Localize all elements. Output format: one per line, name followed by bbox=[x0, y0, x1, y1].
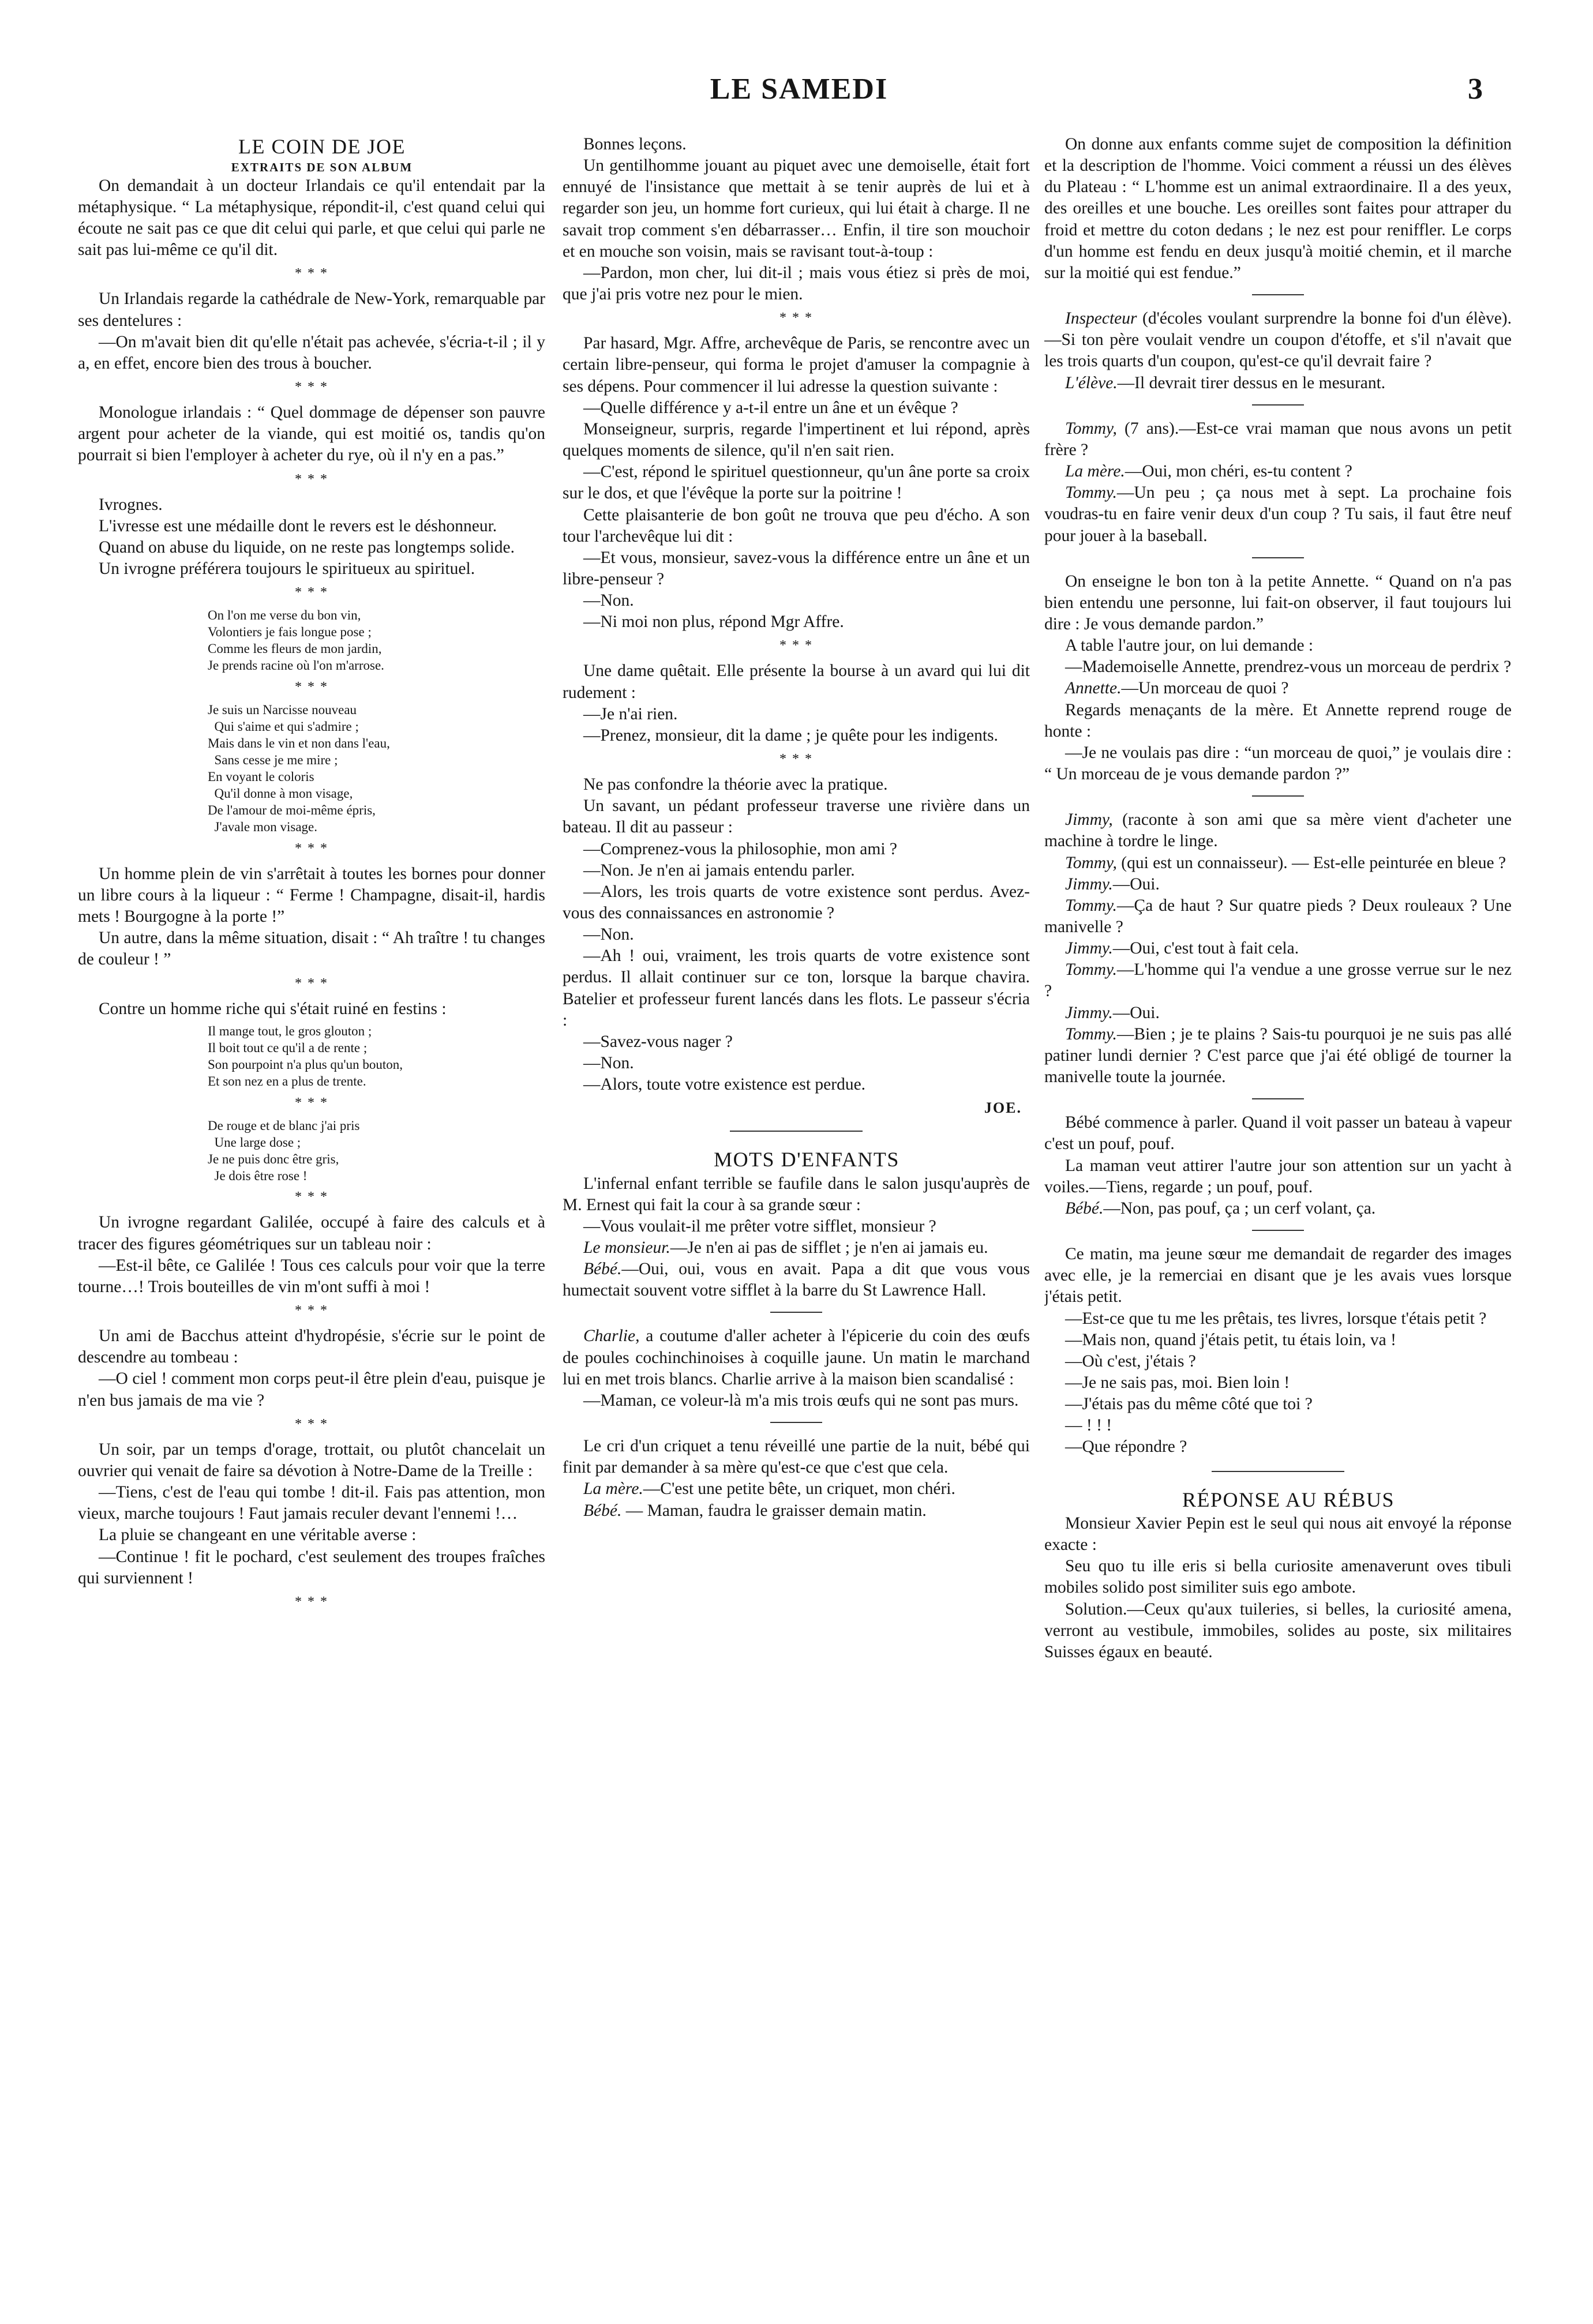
speaker-name: Tommy, bbox=[1065, 419, 1117, 438]
asterism: * * * bbox=[295, 266, 328, 281]
paragraph: Un soir, par un temps d'orage, trottait, ou plutôt chancelait un ouvrier qui venait de faire sa dévotion à Notre-Dame de la Treille : bbox=[78, 1440, 545, 1480]
poem-line: Il mange tout, le gros glouton ; bbox=[208, 1023, 372, 1038]
paragraph: Un homme plein de vin s'arrêtait à toutes les bornes pour donner un libre cours à la liqueur : “ Ferme ! Champagne, disait-il, hardis mets ! Bourgogne à la porte !” bbox=[78, 864, 545, 926]
asterism: * * * bbox=[779, 310, 813, 326]
paragraph: L'ivresse est une médaille dont le revers est le déshonneur. bbox=[99, 516, 497, 535]
section-title-reponse-au-rebus: RÉPONSE AU RÉBUS bbox=[1182, 1488, 1395, 1511]
dialogue-line bbox=[1044, 959, 1512, 1002]
paragraph: —Pardon, mon cher, lui dit-il ; mais vous étiez si près de moi, que j'ai pris votre nez pour le mien. bbox=[563, 263, 1030, 304]
poem-line: Une large dose ; bbox=[208, 1135, 301, 1150]
poem-3 bbox=[78, 1023, 545, 1090]
poem-line: On l'on me verse du bon vin, bbox=[208, 608, 361, 623]
paragraph: —C'est, répond le spirituel questionneur, qu'un âne porte sa croix sur le dos, et que l'évêque la porte sur la poitrine ! bbox=[563, 463, 1030, 503]
dialogue-line bbox=[1044, 853, 1512, 874]
divider bbox=[730, 1131, 863, 1132]
asterism: * * * bbox=[295, 1594, 328, 1609]
dialogue-line bbox=[1044, 308, 1512, 372]
speaker-name: Jimmy. bbox=[1065, 1003, 1113, 1022]
paragraph: Regards menaçants de la mère. Et Annette reprend rouge de honte : bbox=[1044, 700, 1512, 741]
divider bbox=[1252, 1098, 1304, 1099]
dialogue-text: (7 ans).—Est-ce vrai maman que nous avons un petit frère ? bbox=[1044, 419, 1512, 459]
paragraph: Ce matin, ma jeune sœur me demandait de regarder des images avec elle, je la remerciai en disant que je les avais vues lorsque j'étais petit. bbox=[1044, 1245, 1512, 1306]
dialogue-text: (d'écoles voulant surprendre la bonne foi d'un élève).—Si ton père voulait vendre un coupon d'étoffe, et s'il n'avait que les trois quarts d'un coupon, qu'est-ce qu'il devrait faire ? bbox=[1044, 309, 1512, 371]
poem-line: J'avale mon visage. bbox=[208, 819, 318, 834]
paragraph: —Continue ! fit le pochard, c'est seulement des troupes fraîches qui surviennent ! bbox=[78, 1547, 545, 1587]
paragraph: Un gentilhomme jouant au piquet avec une demoiselle, était fort ennuyé de l'insistance que mettait à se tenir auprès de lui et à regarder son jeu, un homme fort curieux, qui lui était à charge. Il ne savait trop comment s'en débarrasser… Enfin, il tire son mouchoir et en mouche son voisin, mais se ravisant tout-à-toup : bbox=[563, 156, 1030, 261]
poem-line: De l'amour de moi-même épris, bbox=[208, 802, 376, 817]
speaker-name: Jimmy. bbox=[1065, 939, 1113, 958]
asterism: * * * bbox=[295, 679, 328, 695]
speaker-name: Tommy. bbox=[1065, 960, 1117, 979]
speaker-name: Tommy. bbox=[1065, 896, 1117, 915]
paragraph: —Alors, les trois quarts de votre existence sont perdus. Avez-vous des connaissances en astronomie ? bbox=[563, 882, 1030, 922]
paragraph: —Je n'ai rien. bbox=[583, 704, 678, 723]
dialogue-text: —Un morceau de quoi ? bbox=[1121, 679, 1289, 698]
paragraph: —On m'avait bien dit qu'elle n'était pas achevée, s'écria-t-il ; il y a, en effet, encore bien des trous à boucher. bbox=[78, 332, 545, 373]
poem-line: Il boit tout ce qu'il a de rente ; bbox=[208, 1040, 368, 1055]
paragraph: Monologue irlandais : “ Quel dommage de dépenser son pauvre argent pour acheter de la viande, qui est moitié os, tandis qu'on pourrait si bien l'employer à acheter du rye, où il n'y en a pas.” bbox=[78, 403, 545, 465]
poem-line: Je dois être rose ! bbox=[208, 1168, 308, 1183]
signature: JOE. bbox=[984, 1099, 1022, 1117]
paragraph: Un ivrogne regardant Galilée, occupé à faire des calculs et à tracer des figures géométriques sur un tableau noir : bbox=[78, 1213, 545, 1253]
speaker-name: Bébé. bbox=[1065, 1199, 1104, 1218]
dialogue-line bbox=[1044, 678, 1512, 699]
paragraph: A table l'autre jour, on lui demande : bbox=[1065, 636, 1314, 655]
paragraph: —Non. bbox=[583, 1054, 634, 1073]
poem-line: Je ne puis donc être gris, bbox=[208, 1151, 339, 1166]
speaker-name: Tommy. bbox=[1065, 483, 1117, 502]
paragraph: —Mademoiselle Annette, prendrez-vous un morceau de perdrix ? bbox=[1065, 658, 1512, 677]
paragraph: Bébé commence à parler. Quand il voit passer un bateau à vapeur c'est un pouf, pouf. bbox=[1044, 1113, 1512, 1154]
poem-line: Je prends racine où l'on m'arrose. bbox=[208, 658, 384, 673]
paragraph: —Quelle différence y a-t-il entre un âne et un évêque ? bbox=[583, 398, 958, 417]
divider bbox=[1252, 404, 1304, 406]
asterism: * * * bbox=[779, 752, 813, 767]
paragraph: —Non. Je n'en ai jamais entendu parler. bbox=[583, 861, 855, 880]
speaker-name: La mère. bbox=[1065, 462, 1125, 481]
paragraph: —Savez-vous nager ? bbox=[583, 1032, 733, 1051]
divider bbox=[1212, 1471, 1344, 1472]
paragraph: On enseigne le bon ton à la petite Annette. “ Quand on n'a pas bien entendu une personne, lui fait-on observer, il faut toujours lui dire : Je vous demande pardon.” bbox=[1044, 572, 1512, 633]
paragraph: —Je ne voulais pas dire : “un morceau de quoi,” je voulais dire : “ Un morceau de je vous demande pardon ?” bbox=[1044, 743, 1512, 784]
paragraph: L'infernal enfant terrible se faufile dans le salon jusqu'auprès de M. Ernest qui fait la cour à sa grande sœur : bbox=[563, 1174, 1030, 1214]
paragraph: Par hasard, Mgr. Affre, archevêque de Paris, se rencontre avec un certain libre-penseur, qui forma le projet d'amuser la compagnie à ses dépens. Pour commencer il lui adresse la question suivante : bbox=[563, 334, 1030, 396]
poem-line: Et son nez en a plus de trente. bbox=[208, 1073, 366, 1088]
speaker-name: Le monsieur. bbox=[583, 1238, 670, 1257]
poem-1 bbox=[78, 607, 545, 674]
dialogue-line bbox=[1044, 1024, 1512, 1088]
dialogue-line bbox=[1044, 1003, 1512, 1024]
section-title-coin-de-joe: LE COIN DE JOE bbox=[238, 135, 406, 158]
dialogue-text: —Bien ; je te plains ? Sais-tu pourquoi je ne suis pas allé patiner lundi dernier ? C'est parce que j'ai été obligé de tourner la manivelle toute la journée. bbox=[1044, 1024, 1512, 1087]
poem-2 bbox=[78, 702, 545, 836]
divider bbox=[770, 1422, 822, 1423]
paragraph: Cette plaisanterie de bon goût ne trouva que peu d'écho. A son tour l'archevêque lui dit : bbox=[563, 505, 1030, 546]
dialogue-line bbox=[563, 1478, 1030, 1500]
dialogue-text: —Il devrait tirer dessus en le mesurant. bbox=[1117, 373, 1386, 392]
paragraph: —O ciel ! comment mon corps peut-il être plein d'eau, puisque je n'en bus jamais de ma vie ? bbox=[78, 1369, 545, 1410]
asterism: * * * bbox=[295, 840, 328, 856]
dialogue-text: —Ça de haut ? Sur quatre pieds ? Deux rouleaux ? Une manivelle ? bbox=[1044, 896, 1512, 936]
dialogue-line bbox=[1044, 1198, 1512, 1219]
section-subtitle: EXTRAITS DE SON ALBUM bbox=[231, 160, 413, 175]
poem-line: Je suis un Narcisse nouveau bbox=[208, 703, 357, 718]
dialogue-text: — Maman, faudra le graisser demain matin. bbox=[621, 1501, 927, 1520]
paragraph: —Est-il bête, ce Galilée ! Tous ces calculs pour voir que la terre tourne…! Trois bouteilles de vin m'ont suffi à moi ! bbox=[78, 1256, 545, 1296]
paragraph: —Non. bbox=[583, 925, 634, 944]
speaker-name: Tommy. bbox=[1065, 1024, 1117, 1043]
dialogue-text: —Oui, mon chéri, es-tu content ? bbox=[1125, 462, 1352, 481]
paragraph: —Est-ce que tu me les prêtais, tes livres, lorsque t'étais petit ? bbox=[1065, 1309, 1487, 1328]
paragraph: Bonnes leçons. bbox=[583, 135, 687, 153]
dialogue-line bbox=[1044, 938, 1512, 959]
paragraph: —Tiens, c'est de l'eau qui tombe ! dit-il. Fais pas attention, mon vieux, marche toujours ! Faut jamais reculer devant l'ennemi !… bbox=[78, 1483, 545, 1523]
paragraph: Un Irlandais regarde la cathédrale de New-York, remarquable par ses dentelures : bbox=[78, 290, 545, 330]
speaker-name: Jimmy, bbox=[1065, 810, 1113, 829]
paragraph: Monseigneur, surpris, regarde l'impertinent et lui répond, après quelques moments de silence, qu'il n'en sait rien. bbox=[563, 419, 1030, 460]
column-1 bbox=[78, 134, 545, 2297]
dialogue-text: —Non, pas pouf, ça ; un cerf volant, ça. bbox=[1103, 1199, 1376, 1218]
dialogue-text: (qui est un connaisseur). — Est-elle peinturée en bleue ? bbox=[1116, 853, 1506, 872]
dialogue-text: —Un peu ; ça nous met à sept. La prochaine fois voudras-tu en faire venir deux d'un coup ? Tu sais, il faut être neuf pour jouer à la baseball. bbox=[1044, 483, 1512, 545]
poem-4 bbox=[78, 1118, 545, 1185]
asterism: * * * bbox=[295, 1303, 328, 1319]
dialogue-text: —Je n'en ai pas de sifflet ; je n'en ai jamais eu. bbox=[670, 1238, 988, 1257]
paragraph-text: a coutume d'aller acheter à l'épicerie du coin des œufs de poules cochinchinoises à coquille jaune. Un matin le marchand lui en met trois blancs. Charlie arrive à la maison bien scandalisé : bbox=[563, 1327, 1030, 1388]
column-3 bbox=[1044, 134, 1512, 2297]
dialogue-line bbox=[563, 1259, 1030, 1301]
divider bbox=[1252, 294, 1304, 295]
asterism: * * * bbox=[295, 1189, 328, 1205]
dialogue-text: —C'est une petite bête, un criquet, mon chéri. bbox=[643, 1480, 955, 1499]
dialogue-line bbox=[1044, 373, 1512, 394]
asterism: * * * bbox=[295, 1095, 328, 1110]
paragraph: —J'étais pas du même côté que toi ? bbox=[1065, 1395, 1313, 1414]
poem-line: De rouge et de blanc j'ai pris bbox=[208, 1118, 360, 1133]
divider bbox=[1252, 795, 1304, 797]
divider bbox=[1252, 1230, 1304, 1231]
dialogue-line bbox=[1044, 418, 1512, 461]
speaker-name: Bébé. bbox=[583, 1260, 622, 1279]
paragraph: —Mais non, quand j'étais petit, tu étais loin, va ! bbox=[1065, 1330, 1396, 1349]
speaker-name: La mère. bbox=[583, 1480, 643, 1499]
paragraph: Une dame quêtait. Elle présente la bourse à un avard qui lui dit rudement : bbox=[563, 662, 1030, 702]
paragraph: —Alors, toute votre existence est perdue. bbox=[583, 1075, 866, 1094]
paragraph: —Prenez, monsieur, dit la dame ; je quête pour les indigents. bbox=[583, 726, 998, 745]
solution-label: Solution. bbox=[1065, 1600, 1127, 1619]
poem-line: Mais dans le vin et non dans l'eau, bbox=[208, 735, 390, 750]
paragraph: —Non. bbox=[583, 591, 634, 610]
dialogue-line bbox=[1044, 874, 1512, 895]
paragraph bbox=[563, 1326, 1030, 1390]
dialogue-line bbox=[1044, 809, 1512, 852]
paragraph: Ne pas confondre la théorie avec la pratique. bbox=[583, 775, 888, 794]
dialogue-text: —Oui. bbox=[1112, 874, 1160, 893]
poem-line: Qui s'aime et qui s'admire ; bbox=[208, 719, 359, 734]
poem-line: Son pourpoint n'a plus qu'un bouton, bbox=[208, 1057, 403, 1072]
newspaper-title: LE SAMEDI bbox=[710, 73, 889, 106]
dialogue-text: —Oui, oui, vous en avait. Papa a dit que vous vous humectait souvent votre sifflet à la barre du St Lawrence Hall. bbox=[563, 1260, 1030, 1300]
paragraph: Quand on abuse du liquide, on ne reste pas longtemps solide. bbox=[99, 538, 515, 557]
paragraph: La pluie se changeant en une véritable averse : bbox=[99, 1526, 417, 1545]
dialogue-line bbox=[1044, 461, 1512, 482]
asterism: * * * bbox=[295, 471, 328, 487]
dialogue-line bbox=[563, 1237, 1030, 1259]
speaker-name: Inspecteur bbox=[1065, 309, 1137, 328]
poem-line: Qu'il donne à mon visage, bbox=[208, 786, 353, 801]
dialogue-line bbox=[563, 1500, 1030, 1522]
paragraph: Un ami de Bacchus atteint d'hydropésie, s'écrie sur le point de descendre au tombeau : bbox=[78, 1327, 545, 1367]
paragraph: —Maman, ce voleur-là m'a mis trois œufs qui ne sont pas murs. bbox=[583, 1391, 1019, 1410]
paragraph: Seu quo tu ille eris si bella curiosite amenaverunt oves tibuli mobiles solido post similiter suis ego ambote. bbox=[1044, 1557, 1512, 1597]
paragraph: —Ni moi non plus, répond Mgr Affre. bbox=[583, 613, 844, 632]
paragraph: Un autre, dans la même situation, disait : “ Ah traître ! tu changes de couleur ! ” bbox=[78, 929, 545, 969]
paragraph: —Où c'est, j'étais ? bbox=[1065, 1351, 1196, 1371]
asterism: * * * bbox=[295, 380, 328, 395]
poem-line: Volontiers je fais longue pose ; bbox=[208, 625, 372, 640]
paragraph: —Vous voulait-il me prêter votre sifflet, monsieur ? bbox=[583, 1217, 936, 1236]
paragraph: —Ah ! oui, vraiment, les trois quarts de votre existence sont perdus. Il allait continuer sur ce ton, lorsque la barque chavira. Batelier et professeur furent lancés dans les flots. Le passeur s'écria : bbox=[563, 947, 1030, 1030]
masthead bbox=[115, 72, 1483, 118]
speaker-name: Charlie, bbox=[583, 1327, 640, 1346]
paragraph: —Comprenez-vous la philosophie, mon ami ? bbox=[583, 839, 898, 858]
paragraph: Un savant, un pédant professeur traverse une rivière dans un bateau. Il dit au passeur : bbox=[563, 797, 1030, 837]
divider bbox=[1252, 557, 1304, 558]
poem-line: En voyant le coloris bbox=[208, 769, 314, 784]
paragraph: —Et vous, monsieur, savez-vous la différence entre un âne et un libre-penseur ? bbox=[563, 548, 1030, 588]
paragraph: Ivrognes. bbox=[99, 495, 163, 514]
solution-text: —Ceux qu'aux tuileries, si belles, la curiosité amena, verront au vestibule, immobiles, solides au poste, six militaires Suisses égaux en beauté. bbox=[1044, 1600, 1512, 1661]
paragraph: —Que répondre ? bbox=[1065, 1437, 1187, 1456]
dialogue-text: —L'homme qui l'a vendue a une grosse verrue sur le nez ? bbox=[1044, 960, 1512, 1001]
paragraph: La maman veut attirer l'autre jour son attention sur un yacht à voiles.—Tiens, regarde ; un pouf, pouf. bbox=[1044, 1156, 1512, 1196]
asterism: * * * bbox=[295, 585, 328, 600]
speaker-name: L'élève. bbox=[1065, 373, 1118, 392]
asterism: * * * bbox=[779, 638, 813, 654]
paragraph: Le cri d'un criquet a tenu réveillé une partie de la nuit, bébé qui finit par demander à sa mère qu'est-ce que c'est que cela. bbox=[563, 1437, 1030, 1477]
poem-line: Comme les fleurs de mon jardin, bbox=[208, 641, 382, 656]
speaker-name: Jimmy. bbox=[1065, 874, 1113, 893]
dialogue-text: —Oui, c'est tout à fait cela. bbox=[1112, 939, 1299, 958]
asterism: * * * bbox=[295, 975, 328, 991]
speaker-name: Bébé. bbox=[583, 1501, 622, 1520]
dialogue-text: (raconte à son ami que sa mère vient d'acheter une machine à tordre le linge. bbox=[1044, 810, 1512, 851]
paragraph: — ! ! ! bbox=[1065, 1416, 1112, 1435]
paragraph: On donne aux enfants comme sujet de composition la définition et la description de l'homme. Voici comment a réussi un des élèves du Plateau : “ L'homme est un animal extraordinaire. Il a des yeux, des oreilles et une bouche. Les oreilles sont faites pour attraper du froid et mettre du coton dedans ; le nez est pour reniffler. Le corps d'un homme est fendu en deux jusqu'à moitié chemin, et il marche sur la moitié qui est fendue.” bbox=[1044, 135, 1512, 282]
paragraph: Un ivrogne préférera toujours le spiritueux au spirituel. bbox=[99, 560, 475, 578]
speaker-name: Annette. bbox=[1065, 679, 1122, 698]
paragraph: —Je ne sais pas, moi. Bien loin ! bbox=[1065, 1373, 1290, 1392]
column-2 bbox=[563, 134, 1030, 2297]
dialogue-text: —Oui. bbox=[1112, 1003, 1160, 1022]
paragraph: On demandait à un docteur Irlandais ce qu'il entendait par la métaphysique. “ La métaphysique, répondit-il, c'est quand celui qui écoute ne sait pas ce que dit celui qui parle, et que celui qui parle ne sait pas lui-même ce qu'il dit. bbox=[78, 176, 545, 260]
paragraph: Contre un homme riche qui s'était ruiné en festins : bbox=[99, 999, 447, 1018]
paragraph: Monsieur Xavier Pepin est le seul qui nous ait envoyé la réponse exacte : bbox=[1044, 1514, 1512, 1555]
dialogue-line bbox=[1044, 482, 1512, 546]
dialogue-line bbox=[1044, 895, 1512, 938]
section-title-mots-denfants: MOTS D'ENFANTS bbox=[714, 1148, 899, 1172]
divider bbox=[770, 1312, 822, 1313]
asterism: * * * bbox=[295, 1416, 328, 1432]
page-number: 3 bbox=[1468, 73, 1483, 106]
paragraph bbox=[1044, 1599, 1512, 1663]
poem-line: Sans cesse je me mire ; bbox=[208, 752, 338, 767]
speaker-name: Tommy, bbox=[1065, 853, 1117, 872]
